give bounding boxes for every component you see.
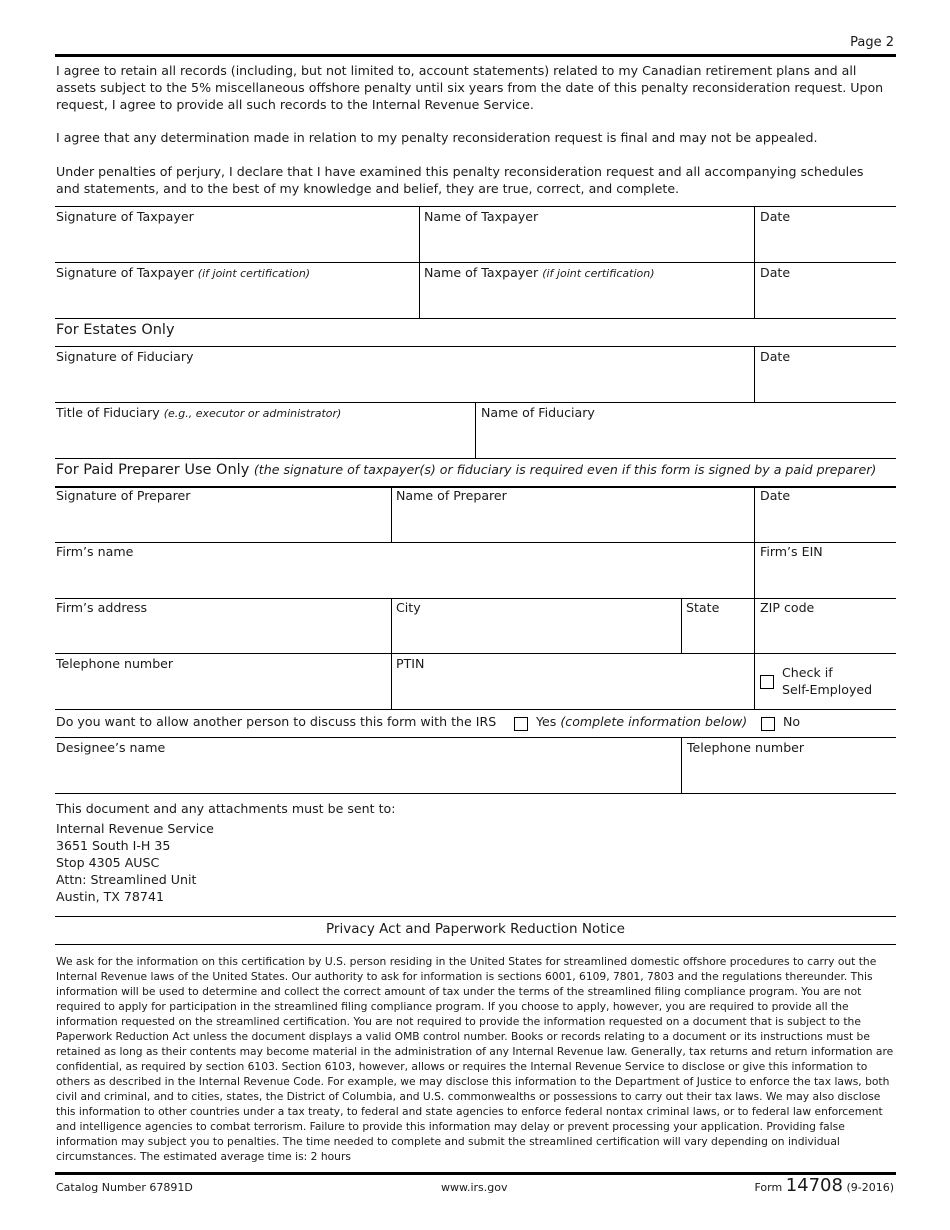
firm-name-field[interactable]: Firm’s name — [56, 544, 134, 559]
perjury-paragraph: Under penalties of perjury, I declare that I have examined this penalty reconsideration request and all accompanying schedules and statements, and to the best of my knowledge and belief, they are true, correct, and complete. — [56, 164, 864, 196]
address-line: 3651 South I-H 35 — [56, 838, 171, 853]
rule — [55, 318, 896, 319]
preparer-section-title: For Paid Preparer Use Only (the signature of taxpayer(s) or fiduciary is required even if this form is signed by a paid preparer) — [56, 462, 877, 478]
fiduciary-name-field[interactable]: Name of Fiduciary — [481, 405, 595, 420]
mailing-intro: This document and any attachments must be sent to: — [56, 801, 396, 816]
taxpayer-date-field[interactable]: Date — [760, 209, 791, 224]
designee-telephone-field[interactable]: Telephone number — [687, 740, 805, 755]
ptin-field[interactable]: PTIN — [396, 656, 425, 671]
mailing-address — [56, 820, 214, 905]
divider — [681, 598, 682, 653]
privacy-notice-body: We ask for the information on this certification by U.S. person residing in the United States for streamlined domestic offshore procedures to carry out the Internal Revenue laws of the United States. Our authority to ask for information is sections 6001, 6109, 7801, 7803 and the regulations thereunder. This information will be used to determine and collect the correct amount of tax under the terms of the streamlined filing compliance program. You are not required to apply for participation in the streamlined filing compliance program. If you choose to apply, however, you are required to provide all the information requested on the streamlined certification. You are not required to provide the information requested on a document that is subject to the Paperwork Reduction Act unless the document displays a valid OMB control number. Books or records relating to a document or its instructions must be retained as long as their contents may become material in the administration of any Internal Revenue law. Generally, tax returns and return information are confidential, as required by section 6103. Section 6103, however, allows or requires the Internal Revenue Service to disclose or give this information to others as described in the Internal Revenue Code. For example, we may disclose this information to the Department of Justice to enforce the tax laws, both civil and criminal, and to cities, states, the District of Columbia, and U.S. commonwealths or possessions to carry out their tax laws. We may also disclose this information to other countries under a tax treaty, to federal and state agencies to enforce federal nontax criminal laws, or to federal law enforcement and intelligence agencies to combat terrorism. Failure to provide this information may delay or prevent processing your application. Providing false information may subject you to penalties. The time needed to complete and submit the streamlined certification will vary depending on individual circumstances. The estimated average time is: 2 hours — [56, 955, 894, 1163]
rule — [55, 458, 896, 459]
preparer-name-field[interactable]: Name of Preparer — [396, 488, 507, 503]
designee-no-label: No — [783, 714, 801, 729]
address-line: Austin, TX 78741 — [56, 889, 164, 904]
rule — [55, 346, 896, 347]
joint-taxpayer-signature-field[interactable]: Signature of Taxpayer (if joint certification) — [56, 265, 311, 280]
page-number: Page 2 — [850, 35, 894, 50]
joint-taxpayer-date-field[interactable]: Date — [760, 265, 791, 280]
fiduciary-signature-field[interactable]: Signature of Fiduciary — [56, 349, 194, 364]
divider — [475, 402, 476, 458]
designee-no-checkbox[interactable] — [761, 717, 775, 731]
estates-section-title: For Estates Only — [56, 322, 175, 338]
catalog-number: Catalog Number 67891D — [56, 1181, 193, 1194]
divider — [681, 737, 682, 793]
rule — [55, 737, 896, 738]
rule — [55, 598, 896, 599]
website: www.irs.gov — [441, 1181, 508, 1194]
address-line: Attn: Streamlined Unit — [56, 872, 197, 887]
rule — [55, 653, 896, 654]
taxpayer-name-field[interactable]: Name of Taxpayer — [424, 209, 539, 224]
rule — [55, 262, 896, 263]
designee-name-field[interactable]: Designee’s name — [56, 740, 166, 755]
designee-question: Do you want to allow another person to discuss this form with the IRS — [56, 714, 497, 729]
divider — [391, 486, 392, 542]
rule — [55, 709, 896, 710]
determination-paragraph: I agree that any determination made in relation to my penalty reconsideration request is final and may not be appealed. — [56, 130, 818, 145]
taxpayer-signature-field[interactable]: Signature of Taxpayer — [56, 209, 194, 224]
designee-yes-checkbox[interactable] — [514, 717, 528, 731]
fiduciary-title-field[interactable]: Title of Fiduciary (e.g., executor or administrator) — [56, 405, 342, 420]
rule — [55, 206, 896, 207]
self-employed-checkbox[interactable] — [760, 675, 774, 689]
zip-code-field[interactable]: ZIP code — [760, 600, 815, 615]
fiduciary-date-field[interactable]: Date — [760, 349, 791, 364]
form-identifier: Form 14708 (9-2016) — [754, 1175, 894, 1196]
privacy-notice-title: Privacy Act and Paperwork Reduction Notice — [326, 921, 625, 937]
top-rule — [55, 54, 896, 57]
state-field[interactable]: State — [686, 600, 720, 615]
preparer-telephone-field[interactable]: Telephone number — [56, 656, 174, 671]
rule — [55, 916, 896, 917]
rule — [55, 542, 896, 543]
preparer-signature-field[interactable]: Signature of Preparer — [56, 488, 191, 503]
designee-yes-label: Yes (complete information below) — [536, 714, 748, 729]
joint-taxpayer-name-field[interactable]: Name of Taxpayer (if joint certification) — [424, 265, 655, 280]
address-line: Internal Revenue Service — [56, 821, 214, 836]
rule — [55, 793, 896, 794]
city-field[interactable]: City — [396, 600, 421, 615]
preparer-date-field[interactable]: Date — [760, 488, 791, 503]
divider — [754, 346, 755, 402]
firm-address-field[interactable]: Firm’s address — [56, 600, 148, 615]
address-line: Stop 4305 AUSC — [56, 855, 160, 870]
self-employed-label: Check if Self-Employed — [782, 665, 873, 697]
rule — [55, 944, 896, 945]
firm-ein-field[interactable]: Firm’s EIN — [760, 544, 823, 559]
records-agreement-paragraph: I agree to retain all records (including, but not limited to, account statements) related to my Canadian retirement plans and all assets subject to the 5% miscellaneous offshore penalty until six years from the date of this penalty reconsideration request. Upon request, I agree to provide all such records to the Internal Revenue Service. — [56, 63, 884, 112]
